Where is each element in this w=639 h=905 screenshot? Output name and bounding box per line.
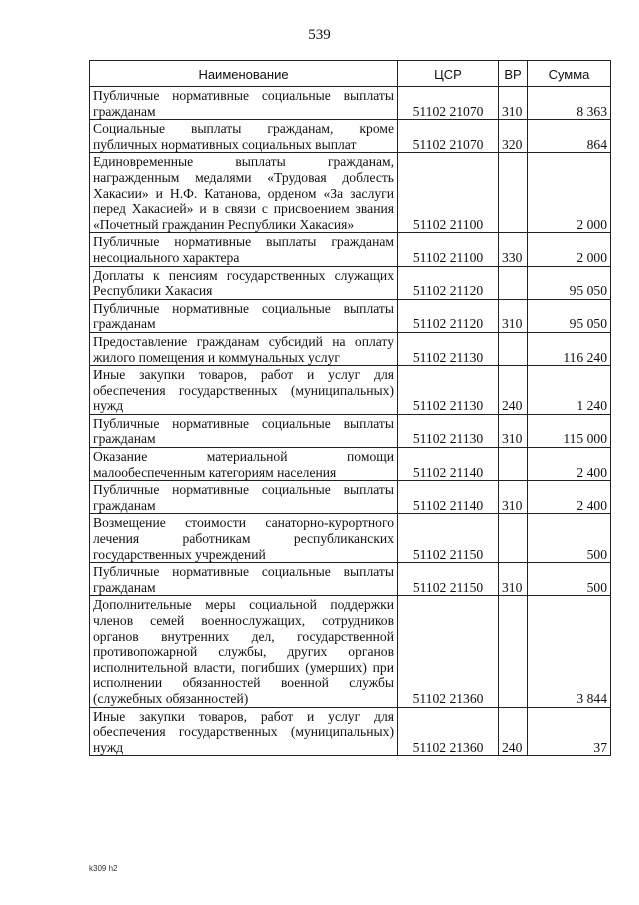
cell-sum: 95 050 <box>528 266 611 299</box>
cell-vr <box>499 332 528 365</box>
table-row <box>90 299 611 332</box>
cell-csr: 51102 21100 <box>398 233 499 266</box>
cell-sum: 3 844 <box>528 596 611 707</box>
cell-sum: 37 <box>528 707 611 756</box>
table-row <box>90 707 611 756</box>
cell-sum: 500 <box>528 514 611 563</box>
table-row <box>90 596 611 707</box>
cell-name: Публичные нормативные социальные выплаты гражданам <box>90 481 398 514</box>
cell-sum: 8 363 <box>528 87 611 120</box>
cell-name: Иные закупки товаров, работ и услуг для обеспечения государственных (муниципальных) нужд <box>90 366 398 415</box>
header-csr: ЦСР <box>398 61 499 87</box>
cell-vr: 330 <box>499 233 528 266</box>
cell-csr: 51102 21070 <box>398 87 499 120</box>
cell-vr: 310 <box>499 563 528 596</box>
cell-sum: 2 000 <box>528 153 611 233</box>
cell-csr: 51102 21130 <box>398 332 499 365</box>
header-vr: ВР <box>499 61 528 87</box>
table-row <box>90 514 611 563</box>
cell-vr <box>499 448 528 481</box>
cell-sum: 115 000 <box>528 414 611 447</box>
cell-csr: 51102 21150 <box>398 514 499 563</box>
cell-csr: 51102 21120 <box>398 266 499 299</box>
footer-code: k309 h2 <box>89 864 118 873</box>
cell-name: Публичные нормативные выплаты гражданам несоциального характера <box>90 233 398 266</box>
cell-sum: 2 400 <box>528 448 611 481</box>
cell-vr: 240 <box>499 366 528 415</box>
cell-sum: 116 240 <box>528 332 611 365</box>
cell-sum: 2 000 <box>528 233 611 266</box>
cell-name: Публичные нормативные социальные выплаты гражданам <box>90 299 398 332</box>
cell-name: Оказание материальной помощи малообеспеченным категориям населения <box>90 448 398 481</box>
cell-vr <box>499 266 528 299</box>
cell-sum: 1 240 <box>528 366 611 415</box>
table-row <box>90 332 611 365</box>
cell-sum: 2 400 <box>528 481 611 514</box>
page-number: 539 <box>308 27 331 43</box>
cell-name: Единовременные выплаты гражданам, награжденным медалями «Трудовая доблесть Хакасии» и Н.Ф. Катанова, орденом «За заслуги перед Хакасией» и в связи с присвоением звания «Почетный гражданин Республики Хакасия» <box>90 153 398 233</box>
table-header-row <box>90 61 611 87</box>
cell-name: Возмещение стоимости санаторно-курортного лечения работникам республиканских государственных учреждений <box>90 514 398 563</box>
cell-csr: 51102 21150 <box>398 563 499 596</box>
table-row <box>90 120 611 153</box>
table-row <box>90 87 611 120</box>
cell-csr: 51102 21130 <box>398 414 499 447</box>
cell-name: Публичные нормативные социальные выплаты гражданам <box>90 414 398 447</box>
header-name: Наименование <box>90 61 398 87</box>
cell-vr <box>499 514 528 563</box>
cell-csr: 51102 21140 <box>398 481 499 514</box>
cell-vr: 320 <box>499 120 528 153</box>
cell-csr: 51102 21070 <box>398 120 499 153</box>
cell-csr: 51102 21360 <box>398 707 499 756</box>
cell-sum: 95 050 <box>528 299 611 332</box>
cell-vr: 310 <box>499 87 528 120</box>
cell-vr: 310 <box>499 414 528 447</box>
cell-sum: 500 <box>528 563 611 596</box>
cell-name: Публичные нормативные социальные выплаты гражданам <box>90 563 398 596</box>
cell-vr: 310 <box>499 481 528 514</box>
table-row <box>90 233 611 266</box>
cell-name: Предоставление гражданам субсидий на оплату жилого помещения и коммунальных услуг <box>90 332 398 365</box>
table-row <box>90 366 611 415</box>
cell-name: Дополнительные меры социальной поддержки членов семей военнослужащих, сотрудников органов внутренних дел, государственной противопожарной службы, других органов исполнительной власти, погибших (умерших) при исполнении обязанностей военной службы (служебных обязанностей) <box>90 596 398 707</box>
cell-name: Доплаты к пенсиям государственных служащих Республики Хакасия <box>90 266 398 299</box>
cell-csr: 51102 21140 <box>398 448 499 481</box>
budget-table <box>89 60 611 756</box>
cell-name: Иные закупки товаров, работ и услуг для обеспечения государственных (муниципальных) нужд <box>90 707 398 756</box>
table-row <box>90 414 611 447</box>
table-row <box>90 448 611 481</box>
cell-vr <box>499 596 528 707</box>
cell-sum: 864 <box>528 120 611 153</box>
cell-vr <box>499 153 528 233</box>
cell-vr: 240 <box>499 707 528 756</box>
table-row <box>90 563 611 596</box>
cell-vr: 310 <box>499 299 528 332</box>
table-row <box>90 481 611 514</box>
cell-name: Социальные выплаты гражданам, кроме публичных нормативных социальных выплат <box>90 120 398 153</box>
cell-name: Публичные нормативные социальные выплаты гражданам <box>90 87 398 120</box>
cell-csr: 51102 21100 <box>398 153 499 233</box>
header-sum: Сумма <box>528 61 611 87</box>
cell-csr: 51102 21360 <box>398 596 499 707</box>
cell-csr: 51102 21130 <box>398 366 499 415</box>
table-row <box>90 266 611 299</box>
cell-csr: 51102 21120 <box>398 299 499 332</box>
table-row <box>90 153 611 233</box>
